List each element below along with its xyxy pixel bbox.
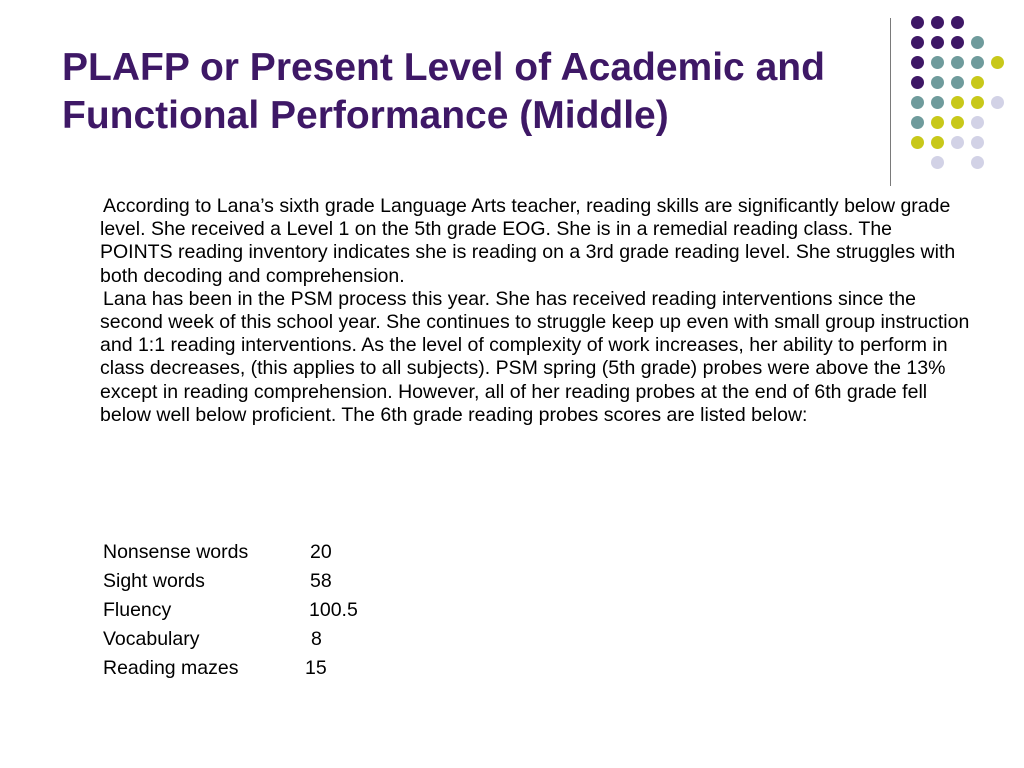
decorative-dot [911,136,924,149]
slide-title: PLAFP or Present Level of Academic and Functional Performance (Middle) [62,46,825,137]
body-paragraph: According to Lana’s sixth grade Language Arts teacher, reading skills are significantly below grade level. She received a Level 1 on the 5th grade EOG. She is in a remedial reading class. The POINTS reading inventory indicates she is reading on a 3rd grade reading level. She struggles with both decoding and comprehension. [100,195,956,287]
decorative-dot [911,96,924,109]
decorative-dot [991,96,1004,109]
score-label: Fluency [103,599,172,621]
decorative-dot [911,76,924,89]
decorative-dot [931,136,944,149]
decorative-dot [951,36,964,49]
decorative-dot [931,156,944,169]
decorative-dot [991,56,1004,69]
score-label: Nonsense words [103,541,249,563]
decorative-dot [971,156,984,169]
body-paragraph: Lana has been in the PSM process this year. She has received reading interventions since the second week of this school year. She continues to struggle keep up even with small group instruction and 1:1 reading interventions. As the level of complexity of work increases, her ability to perform in class decreases, (this applies to all subjects). PSM spring (5th grade) probes were above the 13% except in reading comprehension. However, all of her reading probes at the end of 6th grade fell below well below proficient. The 6th grade reading probes scores are listed below: [100,287,970,426]
decorative-dot [951,136,964,149]
decorative-dot [931,116,944,129]
decorative-dot [951,76,964,89]
score-label: Reading mazes [103,657,239,679]
decorative-dot [971,136,984,149]
decorative-dot [931,96,944,109]
decorative-dot [971,96,984,109]
decorative-dot [911,16,924,29]
decorative-dot [931,16,944,29]
decorative-dot [931,76,944,89]
decorative-dot [971,76,984,89]
decorative-dot [951,56,964,69]
decorative-dot [971,116,984,129]
decorative-dot [951,96,964,109]
decorative-dot [911,36,924,49]
decorative-dot [971,56,984,69]
decorative-dot [931,56,944,69]
decorative-dot [911,56,924,69]
decorative-dot [951,16,964,29]
score-value: 58 [310,570,332,592]
slide-body [100,195,970,427]
title-divider [890,18,891,186]
decorative-dot [911,116,924,129]
score-value: 100.5 [309,599,358,621]
score-label: Sight words [103,570,205,592]
decorative-dot [951,116,964,129]
score-value: 20 [310,541,332,563]
decorative-dot [931,36,944,49]
score-value: 15 [305,657,327,679]
score-label: Vocabulary [103,628,200,650]
decorative-dot [971,36,984,49]
score-value: 8 [311,628,322,650]
